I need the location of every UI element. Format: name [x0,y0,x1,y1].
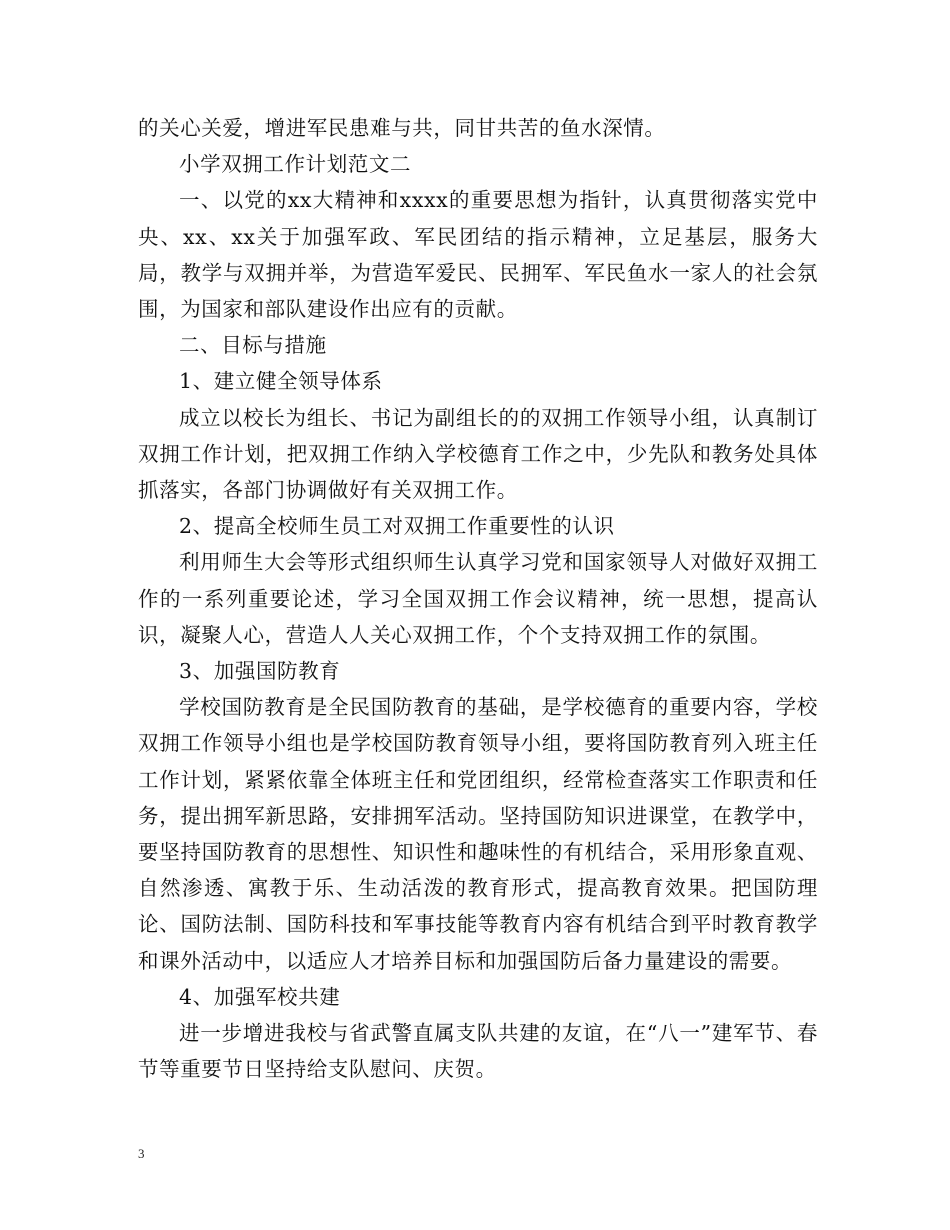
heading-leadership-system: 1、建立健全领导体系 [179,369,383,394]
paragraph-joint-building: 进一步增进我校与省武警直属支队共建的友谊，在“八一”建军节、春节等重要节日坚持给支队慰问、庆贺。 [138,1021,818,1082]
heading-awareness: 2、提高全校师生员工对双拥工作重要性的认识 [179,514,615,539]
paragraph-national-defense: 学校国防教育是全民国防教育的基础，是学校德育的重要内容，学校双拥工作领导小组也是学校国防教育领导小组，要将国防教育列入班主任工作计划，紧紧依靠全体班主任和党团组织，经常检查落实工作职责和任务，提出拥军新思路，安排拥军活动。坚持国防知识进课堂，在教学中，要坚持国防教育的思想性、知识性和趣味性的有机结合，采用形象直观、自然渗透、寓教于乐、生动活泼的教育形式，提高教育效果。把国防理论、国防法制、国防科技和军事技能等教育内容有机结合到平时教育教学和课外活动中，以适应人才培养目标和加强国防后备力量建设的需要。 [138,695,818,973]
paragraph-awareness: 利用师生大会等形式组织师生认真学习党和国家领导人对做好双拥工作的一系列重要论述，学习全国双拥工作会议精神，统一思想，提高认识，凝聚人心，营造人人关心双拥工作，个个支持双拥工作的氛围。 [138,550,818,647]
paragraph-continuation: 的关心关爱，增进军民患难与共，同甘共苦的鱼水深情。 [138,116,666,140]
page-number: 3 [138,1146,145,1161]
section-title: 小学双拥工作计划范文二 [179,152,412,177]
document-body [138,110,818,1087]
heading-goals-measures: 二、目标与措施 [179,333,327,358]
heading-national-defense: 3、加强国防教育 [179,659,341,684]
paragraph-guiding-ideology: 一、以党的xx大精神和xxxx的重要思想为指针，认真贯彻落实党中央、xx、xx关于加强军政、军民团结的指示精神，立足基层，服务大局，教学与双拥并举，为营造军爱民、民拥军、军民鱼水一家人的社会氛围，为国家和部队建设作出应有的贡献。 [138,188,818,322]
paragraph-leadership-system: 成立以校长为组长、书记为副组长的的双拥工作领导小组，认真制订双拥工作计划，把双拥工作纳入学校德育工作之中，少先队和教务处具体抓落实，各部门协调做好有关双拥工作。 [138,405,818,503]
heading-joint-building: 4、加强军校共建 [179,984,341,1009]
